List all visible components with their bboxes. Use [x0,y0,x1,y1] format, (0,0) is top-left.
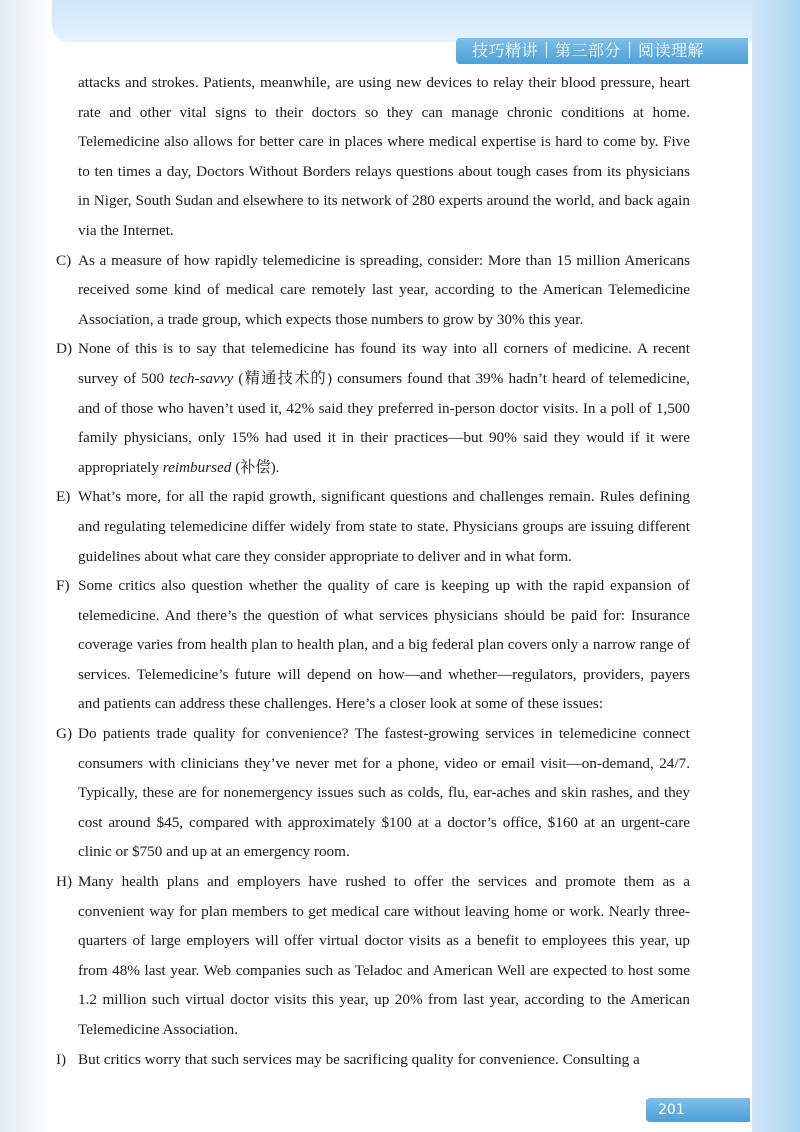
chinese-gloss: (补偿). [231,458,280,476]
paragraph-e [56,482,690,571]
paragraph-g [56,719,690,867]
paragraph-text: Do patients trade quality for convenience? The fastest-growing services in telemedicine connect consumers with clinicians they’ve never met for a phone, video or email visit—on-demand, 24/7. Typically, these are for nonemergency issues such as colds, flu, ear-aches and skin rashes, and they cost around $45, compared with approximately $100 at a doctor’s office, $160 at an urgent-care clinic or $750 and up at an emergency room. [78,725,690,861]
paragraph-text: None of this is to say that telemedicine has found its way into all corners of medicine. A recent survey of 500 [78,340,690,387]
glossed-term: reimbursed [162,458,232,476]
paragraph-letter: F) [56,577,70,595]
header-part-3: 阅读理解 [638,41,705,60]
paragraph-letter: I) [56,1050,67,1068]
section-header-tab [456,38,748,64]
page-gutter-shade [0,0,52,1132]
paragraph-text: Some critics also question whether the quality of care is keeping up with the rapid expansion of telemedicine. And there’s the question of what services physicians should be paid for: Insurance coverage varies from health plan to health plan, and a big federal plan covers only a narrow range of services. Telemedicine’s future will depend on how—and whether—regulators, providers, payers and patients can address these challenges. Here’s a closer look at some of these issues: [78,577,690,713]
paragraph-text: But critics worry that such services may be sacrificing quality for convenience. Consulting a [78,1050,640,1068]
glossed-term: tech-savvy [169,369,234,387]
paragraph-f [56,571,690,719]
paragraph-text: What’s more, for all the rapid growth, significant questions and challenges remain. Rules defining and regulating telemedicine differ widely from state to state. Physicians groups are issuing different guidelines about what care they consider appropriate to deliver and in what form. [78,488,690,565]
paragraph-i [56,1045,690,1075]
paragraph-continued: attacks and strokes. Patients, meanwhile, are using new devices to relay their blood pressure, heart rate and other vital signs to their doctors so they can manage chronic conditions at home. Telemedicine also allows for better care in places where medical expertise is hard to come by. Five to ten times a day, Doctors Without Borders relays questions about tough cases from its physicians in Niger, South Sudan and elsewhere to its network of 280 experts around the world, and back again via the Internet. [78,74,690,239]
paragraph-letter: G) [56,725,73,743]
header-part-1: 技巧精讲 [472,41,539,60]
chinese-gloss: (精通技术的) [233,369,338,387]
paragraph-letter: C) [56,251,72,269]
paragraph-text: consumers found that 39% hadn’t heard of telemedicine, and of those who haven’t used it, 42% said they preferred in-person doctor visits. In a poll of 1,500 family physicians, only 15% had used it in their practices—but 90% said they would if it were appropriately [78,369,690,476]
page-edge-band [752,0,800,1132]
header-part-2: 第三部分 [555,41,622,60]
page-number: 201 [646,1098,750,1122]
paragraph-text: As a measure of how rapidly telemedicine is spreading, consider: More than 15 million Americans received some kind of medical care remotely last year, according to the American Telemedicine Association, a trade group, which expects those numbers to grow by 30% this year. [78,251,690,328]
header-divider [546,42,547,58]
header-divider [629,42,630,58]
paragraph-letter: E) [56,488,71,506]
paragraph-text: Many health plans and employers have rushed to offer the services and promote them as a convenient way for plan members to get medical care without leaving home or work. Nearly three-quarters of large employers will offer virtual doctor visits as a benefit to employees this year, up from 48% last year. Web companies such as Teladoc and American Well are expected to host some 1.2 million such virtual doctor visits this year, up 20% from last year, according to the American Telemedicine Association. [78,873,690,1038]
paragraph-letter: D) [56,340,73,358]
paragraph-letter: H) [56,873,73,891]
article-body [56,68,690,1074]
paragraph-h [56,867,690,1045]
paragraph-d [56,334,690,482]
header-strip [52,0,752,42]
paragraph-c [56,246,690,335]
